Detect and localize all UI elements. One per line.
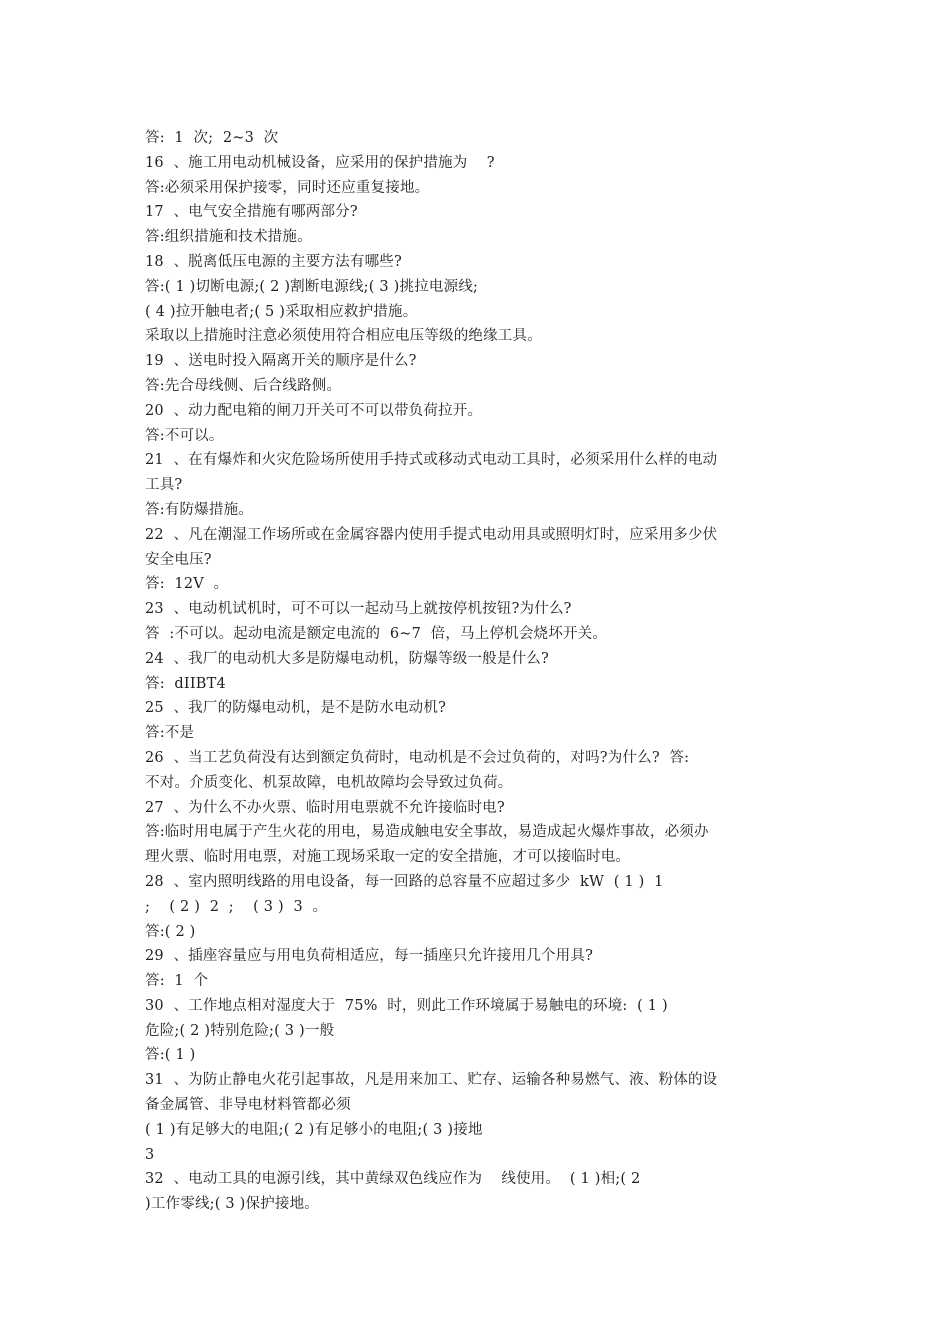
text-line: 20 、动力配电箱的闸刀开关可不可以带负荷拉开。 <box>145 402 483 419</box>
text-line: 30 、工作地点相对湿度大于 75% 时，则此工作环境属于易触电的环境: ( 1 ) <box>145 997 668 1014</box>
text-line: 答:必须采用保护接零，同时还应重复接地。 <box>145 179 430 196</box>
text-line: 答:临时用电属于产生火花的用电，易造成触电安全事故，易造成起火爆炸事故，必须办 <box>145 824 709 841</box>
text-line: 21 、在有爆炸和火灾危险场所使用手持式或移动式电动工具时，必须采用什么样的电动 <box>145 452 718 469</box>
text-line: 3 <box>145 1146 155 1163</box>
text-line: 工具? <box>145 477 183 494</box>
text-line: 答:有防爆措施。 <box>145 501 253 518</box>
text-line: 26 、当工艺负荷没有达到额定负荷时，电动机是不会过负荷的，对吗?为什么? 答: <box>145 749 690 766</box>
text-line: 19 、送电时投入隔离开关的顺序是什么? <box>145 353 417 370</box>
text-line: 采取以上措施时注意必须使用符合相应电压等级的绝缘工具。 <box>145 328 542 345</box>
text-line: 答: 1 次; 2~3 次 <box>145 130 279 146</box>
text-line: 答:( 2 ) <box>145 923 196 940</box>
text-line: 危险;( 2 )特别危险;( 3 )一般 <box>145 1022 335 1039</box>
text-line: 25 、我厂的防爆电动机，是不是防水电动机? <box>145 700 447 717</box>
text-line: 答:先合母线侧、后合线路侧。 <box>145 377 342 394</box>
text-line: 答:不可以。 <box>145 427 224 444</box>
text-line: 16 、施工用电动机械设备，应采用的保护措施为 ? <box>145 154 495 171</box>
text-line: 答 :不可以。起动电流是额定电流的 6~7 倍，马上停机会烧坏开关。 <box>145 625 608 642</box>
text-line: 备金属管、非导电材料管都必须 <box>145 1097 351 1114</box>
text-line: 17 、电气安全措施有哪两部分? <box>145 204 358 221</box>
text-line: 理火票、临时用电票，对施工现场采取一定的安全措施，才可以接临时电。 <box>145 849 631 866</box>
text-line: 答: 12V 。 <box>145 576 229 593</box>
text-line: ; ( 2 ) 2 ; ( 3 ) 3 。 <box>145 898 328 915</box>
text-line: 答:( 1 )切断电源;( 2 )割断电源线;( 3 )挑拉电源线; <box>145 278 479 295</box>
text-line: 23 、电动机试机时，可不可以一起动马上就按停机按钮?为什么? <box>145 601 572 618</box>
text-line: 31 、为防止静电火花引起事故，凡是用来加工、贮存、运输各种易燃气、液、粉体的设 <box>145 1072 718 1089</box>
text-line: 安全电压? <box>145 551 212 568</box>
text-line: ( 1 )有足够大的电阻;( 2 )有足够小的电阻;( 3 )接地 <box>145 1121 483 1138</box>
text-line: 答:组织措施和技术措施。 <box>145 229 312 246</box>
text-line: ( 4 )拉开触电者;( 5 )采取相应救护措施。 <box>145 303 418 320</box>
text-line: 22 、凡在潮湿工作场所或在金属容器内使用手提式电动用具或照明灯时，应采用多少伏 <box>145 526 718 543</box>
text-line: 答: dIIBT4 <box>145 675 226 692</box>
text-line: 24 、我厂的电动机大多是防爆电动机，防爆等级一般是什么? <box>145 650 549 667</box>
text-line: )工作零线;( 3 )保护接地。 <box>145 1196 319 1213</box>
text-line: 答: 1 个 <box>145 973 209 990</box>
text-line: 18 、脱离低压电源的主要方法有哪些? <box>145 253 402 270</box>
text-line: 29 、插座容量应与用电负荷相适应，每一插座只允许接用几个用具? <box>145 948 594 965</box>
text-line: 32 、电动工具的电源引线，其中黄绿双色线应作为 线使用。 ( 1 )相;( 2 <box>145 1171 641 1188</box>
text-line: 答:( 1 ) <box>145 1047 196 1064</box>
text-line: 27 、为什么不办火票、临时用电票就不允许接临时电? <box>145 799 505 816</box>
text-line: 28 、室内照明线路的用电设备，每一回路的总容量不应超过多少 kW ( 1 ) 1 <box>145 873 664 890</box>
text-line: 答:不是 <box>145 725 195 742</box>
document-body <box>145 126 805 1217</box>
text-line: 不对。介质变化、机泵故障，电机故障均会导致过负荷。 <box>145 774 513 791</box>
